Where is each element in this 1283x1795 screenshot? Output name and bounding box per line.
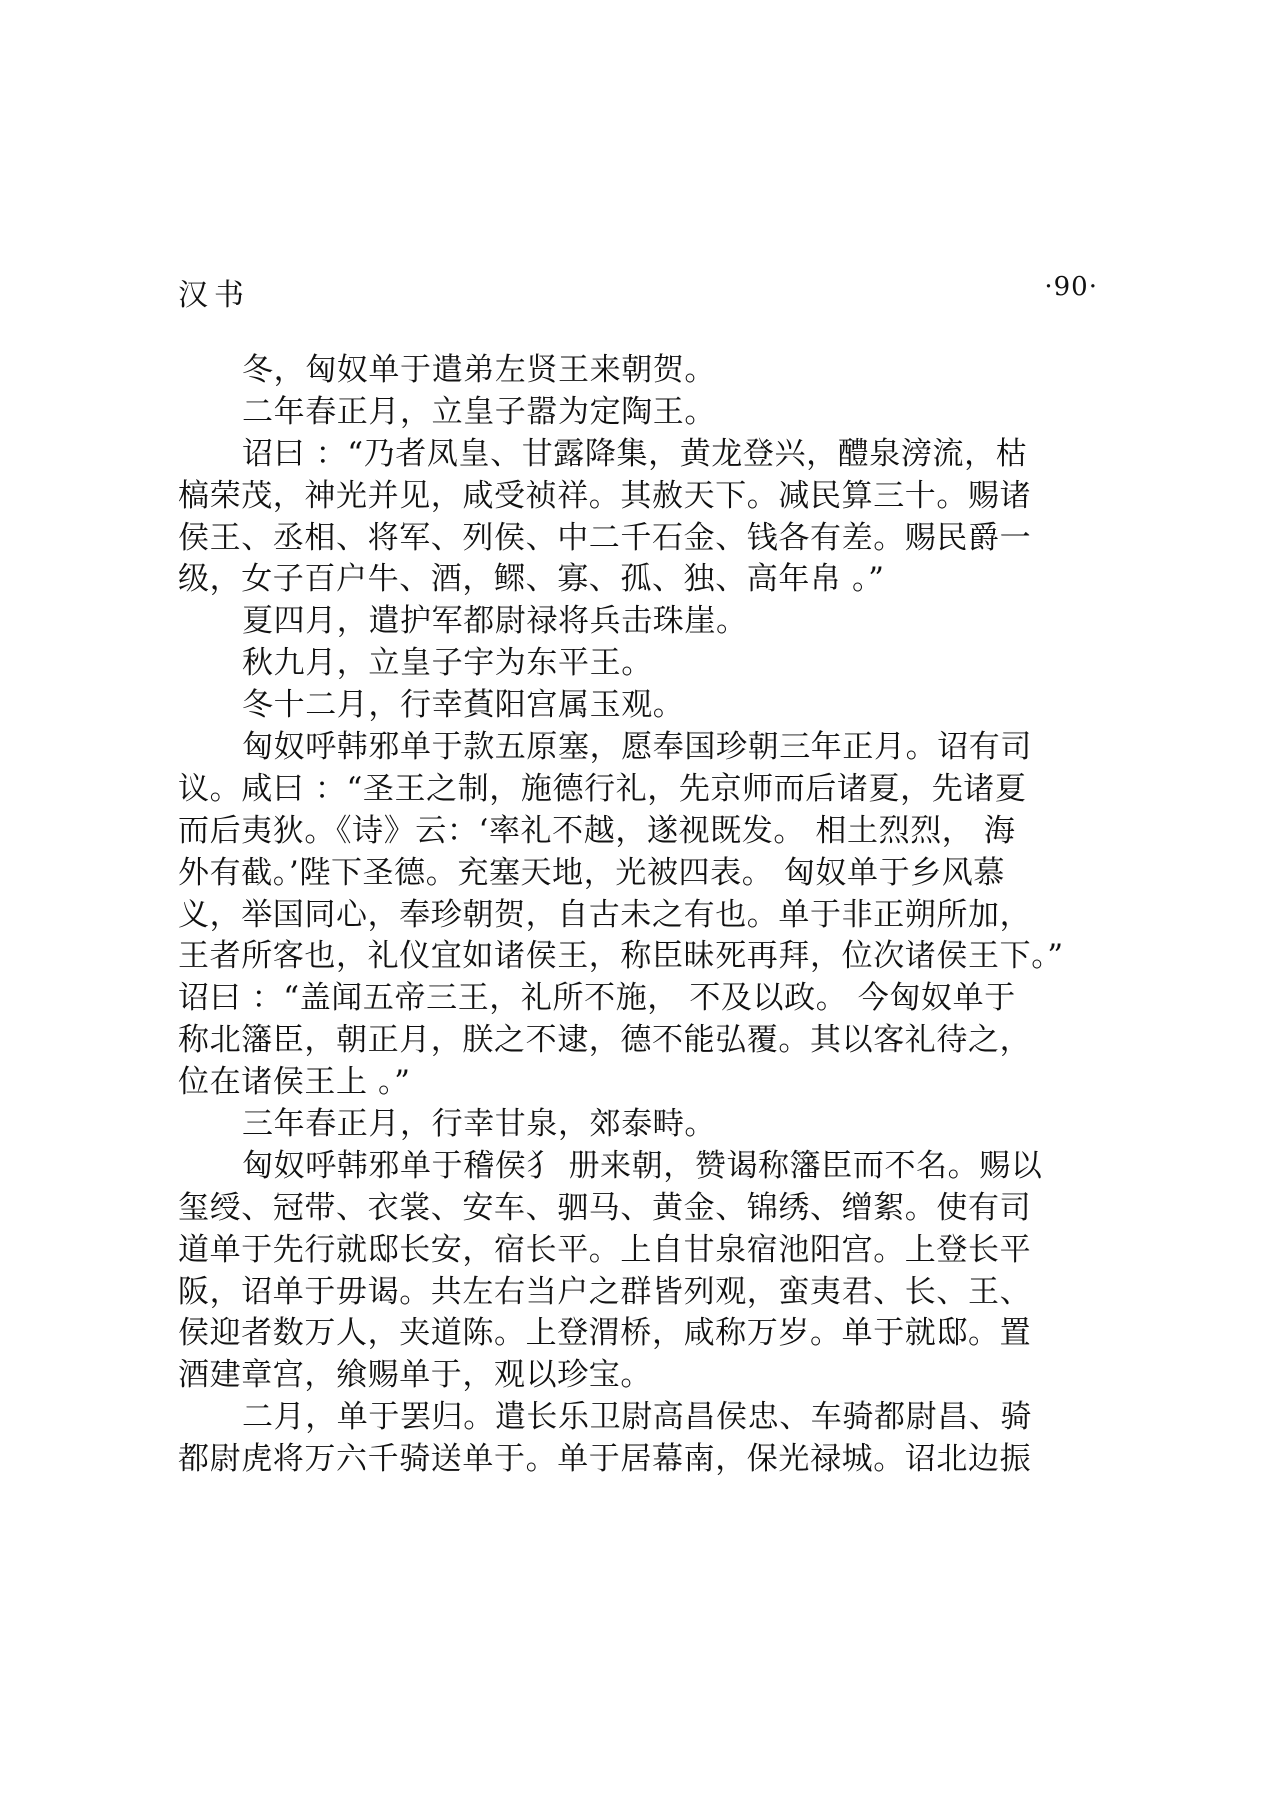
text-line: 位在诸侯王上 。” [178,1064,411,1101]
text-line: 阪，诏单于毋谒。共左右当户之群皆列观，蛮夷君、长、王、 [178,1273,1032,1310]
page-header [178,270,1098,313]
text-line: 义，举国同心，奉珍朝贺，自古未之有也。单于非正朔所加， [178,896,1032,933]
text-line: 议。咸曰 ：“圣王之制，施德行礼，先京师而后诸夏，先诸夏 [178,770,1027,807]
page-number: ·90· [1044,272,1098,302]
text-line: 外有截。’陛下圣德。充塞天地，光被四表。 匈奴单于乡风慕 [178,854,1006,891]
book-title: 汉书 [178,278,250,313]
text-line: 匈奴呼韩邪单于稽侯犭 册来朝，赞谒称籓臣而不名。赐以 [242,1147,1043,1184]
text-line: 而后夷狄。《诗》云：‘率礼不越，遂视既发。 相土烈烈， 海 [178,812,1016,849]
text-line: 诏曰 ：“盖闻五帝三王，礼所不施， 不及以政。 今匈奴单于 [178,980,1016,1017]
text-line: 酒建章宫，飨赐单于，观以珍宝。 [178,1357,652,1394]
text-line: 冬十二月，行幸萯阳宫属玉观。 [242,687,685,724]
text-line: 秋九月，立皇子宇为东平王。 [242,645,653,682]
text-line: 级，女子百户牛、酒，鳏、寡、孤、独、高年帛 。” [178,561,885,598]
text-line: 王者所客也，礼仪宜如诸侯王，称臣昧死再拜，位次诸侯王下。” [178,938,1064,975]
body-text [178,350,1098,1481]
text-line: 称北籓臣，朝正月，朕之不逮，德不能弘覆。其以客礼待之， [178,1022,1032,1059]
text-line: 道单于先行就邸长安，宿长平。上自甘泉宿池阳宫。上登长平 [178,1231,1032,1268]
text-line: 都尉虎将万六千骑送单于。单于居幕南，保光禄城。诏北边振 [178,1441,1032,1478]
text-line: 槁荣茂，神光并见，咸受祯祥。其赦天下。减民算三十。赐诸 [178,477,1032,514]
text-line: 匈奴呼韩邪单于款五原塞，愿奉国珍朝三年正月。诏有司 [242,729,1032,766]
text-line: 二月，单于罢归。遣长乐卫尉高昌侯忠、车骑都尉昌、骑 [242,1399,1032,1436]
text-line: 侯迎者数万人，夹道陈。上登渭桥，咸称万岁。单于就邸。置 [178,1315,1032,1352]
text-line: 玺绶、冠带、衣裳、安车、驷马、黄金、锦绣、缯絮。使有司 [178,1189,1032,1226]
text-line: 冬，匈奴单于遣弟左贤王来朝贺。 [242,352,716,388]
text-line: 三年春正月，行幸甘泉，郊泰畤。 [242,1106,716,1143]
text-line: 夏四月，遣护军都尉禄将兵击珠崖。 [242,603,748,640]
text-line: 二年春正月，立皇子嚣为定陶王。 [242,393,716,430]
text-line: 诏曰 ：“乃者凤皇、甘露降集，黄龙登兴，醴泉滂流，枯 [242,435,1028,472]
text-line: 侯王、丞相、将军、列侯、中二千石金、钱各有差。赐民爵一 [178,519,1032,556]
